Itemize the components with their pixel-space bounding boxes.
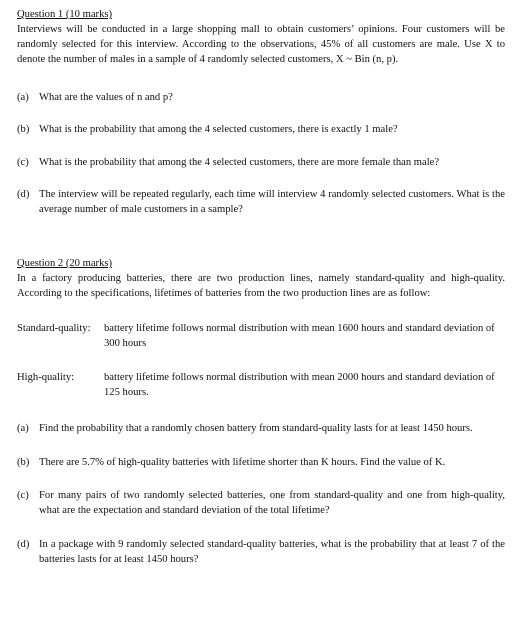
part-text: What are the values of n and p? <box>39 92 173 103</box>
question-1-part-d <box>17 187 505 217</box>
question-1-part-a <box>17 90 505 105</box>
question-2-part-b <box>17 455 505 470</box>
part-label: (d) <box>17 539 30 550</box>
question-1-part-c <box>17 155 505 170</box>
spec-text: battery lifetime follows normal distribution with mean 2000 hours and standard deviation of 125 hours. <box>104 372 495 398</box>
question-2-part-d <box>17 537 505 567</box>
part-label: (a) <box>17 423 29 434</box>
question-1-intro: Interviews will be conducted in a large shopping mall to obtain customers’ opinions. Four customers will be randomly selected for this interview. According to the observations, 45% of all customers are male. Use X to denote the number of males in a sample of 4 randomly selected customers, X ~ Bin (n, p). <box>17 24 505 65</box>
part-label: (d) <box>17 189 30 200</box>
spec-text: battery lifetime follows normal distribution with mean 1600 hours and standard deviation of 300 hours <box>104 323 495 349</box>
spec-high-quality <box>17 370 505 400</box>
part-label: (c) <box>17 490 29 501</box>
question-2-part-a <box>17 421 505 436</box>
spec-standard-quality <box>17 321 505 351</box>
question-2-intro: In a factory producing batteries, there are two production lines, namely standard-quality and high-quality. According to the specifications, lifetimes of batteries from the two production lines are as follow: <box>17 273 505 299</box>
part-label: (a) <box>17 92 29 103</box>
question-1-part-b <box>17 122 505 137</box>
question-2-title: Question 2 (20 marks) <box>17 258 113 269</box>
part-text: Find the probability that a randomly chosen battery from standard-quality lasts for at least 1450 hours. <box>39 423 473 434</box>
part-label: (b) <box>17 124 30 135</box>
part-label: (c) <box>17 157 29 168</box>
part-text: What is the probability that among the 4 selected customers, there are more female than male? <box>39 157 440 168</box>
part-text: The interview will be repeated regularly, each time will interview 4 randomly selected customers. What is the average number of male customers in a sample? <box>39 189 505 215</box>
part-text: In a package with 9 randomly selected standard-quality batteries, what is the probability that at least 7 of the batteries lasts for at least 1450 hours? <box>39 539 505 565</box>
part-text: There are 5.7% of high-quality batteries with lifetime shorter than K hours. Find the value of K. <box>39 457 446 468</box>
question-2-part-c <box>17 488 505 518</box>
spec-label: Standard-quality: <box>17 323 91 334</box>
part-label: (b) <box>17 457 30 468</box>
part-text: For many pairs of two randomly selected batteries, one from standard-quality and one from high-quality, what are the expectation and standard deviation of the total lifetime? <box>39 490 505 516</box>
spec-label: High-quality: <box>17 372 75 383</box>
question-1-title: Question 1 (10 marks) <box>17 9 113 20</box>
part-text: What is the probability that among the 4 selected customers, there is exactly 1 male? <box>39 124 398 135</box>
